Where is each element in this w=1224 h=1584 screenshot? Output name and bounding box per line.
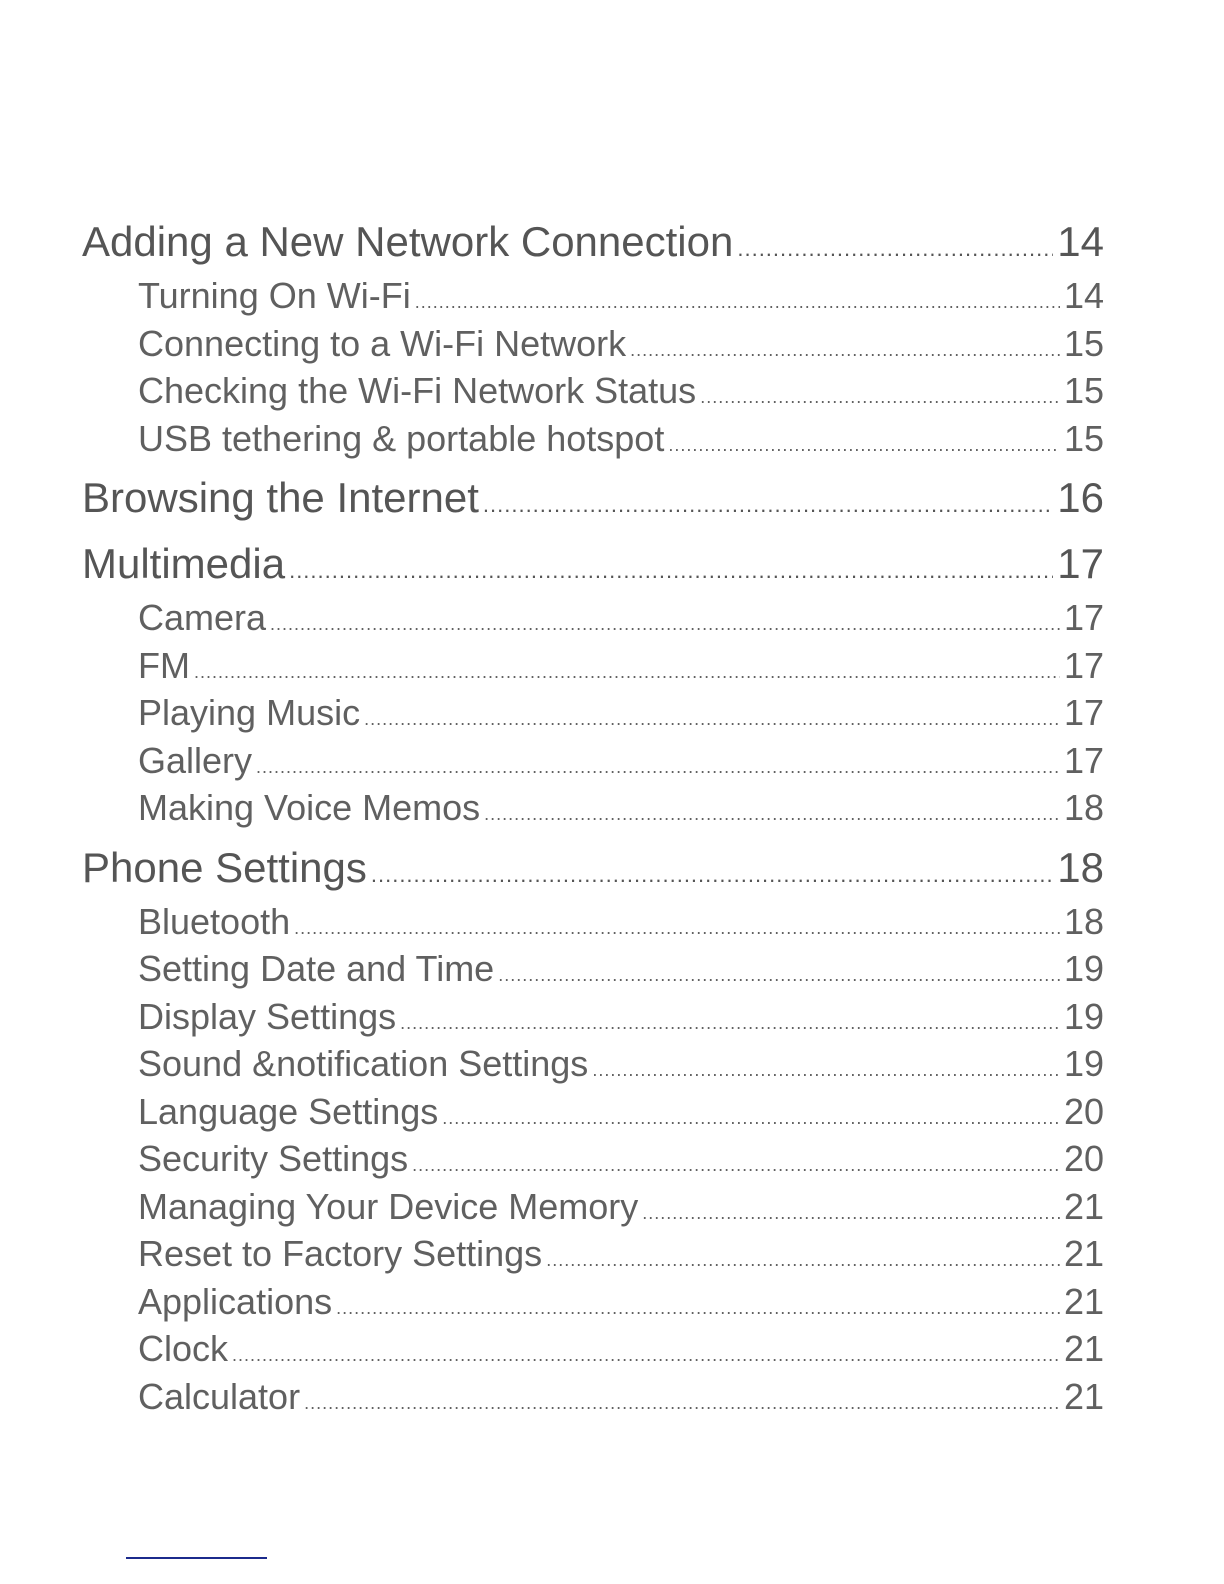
- toc-page-number: 20: [1063, 1138, 1104, 1179]
- toc-page-number: 20: [1063, 1090, 1104, 1132]
- toc-entry-title: Playing Music: [138, 692, 361, 733]
- dot-leader: [336, 1285, 1060, 1333]
- dot-leader: [668, 422, 1060, 470]
- toc-page-number: 14: [1063, 275, 1104, 316]
- toc-section-title: Multimedia: [82, 540, 286, 587]
- dot-leader: [270, 601, 1060, 649]
- toc-entry-title: Checking the Wi-Fi Network Status: [138, 370, 697, 411]
- dot-leader: [371, 845, 1053, 905]
- toc-page-number: 15: [1063, 322, 1104, 364]
- toc-entry-title: Connecting to a Wi-Fi Network: [138, 322, 627, 364]
- toc-page-number: 17: [1063, 692, 1104, 733]
- toc-entry[interactable]: [82, 1373, 1104, 1421]
- dot-leader: [483, 475, 1053, 535]
- dot-leader: [232, 1332, 1060, 1380]
- toc-entry-title: Bluetooth: [138, 900, 291, 942]
- toc-page-number: 21: [1063, 1185, 1104, 1227]
- toc-page-number: 19: [1063, 995, 1104, 1037]
- toc-section-title: Browsing the Internet: [82, 474, 479, 521]
- dot-leader: [289, 541, 1053, 601]
- toc-page-number: 15: [1063, 417, 1104, 459]
- toc-entry-title: Calculator: [138, 1375, 301, 1417]
- toc-entry[interactable]: [82, 737, 1104, 785]
- dot-leader: [304, 1380, 1060, 1428]
- toc-page-number: 18: [1063, 787, 1104, 828]
- toc-entry-title: Setting Date and Time: [138, 948, 495, 989]
- table-of-contents: [82, 212, 1104, 1420]
- toc-entry[interactable]: [82, 784, 1104, 832]
- toc-page-number: 15: [1063, 370, 1104, 411]
- toc-page-number: 19: [1063, 1043, 1104, 1084]
- toc-page-number: 21: [1063, 1375, 1104, 1417]
- toc-entry-title: Language Settings: [138, 1090, 439, 1132]
- dot-leader: [498, 952, 1060, 1000]
- toc-entry-title: Gallery: [138, 739, 253, 781]
- toc-page-number: 17: [1057, 540, 1104, 587]
- toc-entry[interactable]: [82, 272, 1104, 320]
- dot-leader: [546, 1237, 1060, 1285]
- toc-entry[interactable]: [82, 415, 1104, 463]
- toc-entry[interactable]: [82, 993, 1104, 1041]
- toc-entry-title: Security Settings: [138, 1138, 409, 1179]
- toc-entry[interactable]: [82, 1135, 1104, 1183]
- toc-page-number: 19: [1063, 948, 1104, 989]
- toc-entry-title: Clock: [138, 1328, 229, 1369]
- toc-page-number: 16: [1057, 474, 1104, 521]
- toc-entry[interactable]: [82, 1325, 1104, 1373]
- toc-entry-title: Camera: [138, 597, 267, 638]
- dot-leader: [484, 791, 1060, 839]
- toc-entry[interactable]: [82, 1040, 1104, 1088]
- toc-entry[interactable]: [82, 945, 1104, 993]
- toc-section-title: Phone Settings: [82, 843, 367, 891]
- toc-entry-title: Applications: [138, 1280, 333, 1322]
- toc-entry-title: FM: [138, 644, 190, 686]
- toc-entry-title: USB tethering & portable hotspot: [138, 417, 665, 459]
- dot-leader: [592, 1047, 1060, 1095]
- toc-entry[interactable]: [82, 689, 1104, 737]
- toc-page-number: 21: [1063, 1233, 1104, 1274]
- toc-entry-title: Making Voice Memos: [138, 787, 481, 828]
- toc-page-number: 21: [1063, 1280, 1104, 1322]
- toc-section-network[interactable]: [82, 212, 1104, 272]
- toc-entry-title: Display Settings: [138, 995, 397, 1037]
- toc-entry-title: Managing Your Device Memory: [138, 1185, 639, 1227]
- dot-leader: [642, 1190, 1060, 1238]
- footer-rule: [126, 1557, 267, 1559]
- toc-page-number: 17: [1063, 644, 1104, 686]
- toc-entry-title: Turning On Wi-Fi: [138, 275, 411, 316]
- toc-page-number: 21: [1063, 1328, 1104, 1369]
- toc-entry[interactable]: [82, 594, 1104, 642]
- toc-page-number: 18: [1063, 900, 1104, 942]
- toc-section-phone-settings[interactable]: [82, 838, 1104, 898]
- toc-section-internet[interactable]: [82, 468, 1104, 528]
- toc-entry[interactable]: [82, 1230, 1104, 1278]
- toc-page-number: 18: [1057, 843, 1104, 891]
- toc-section-multimedia[interactable]: [82, 534, 1104, 594]
- toc-entry[interactable]: [82, 642, 1104, 690]
- toc-entry[interactable]: [82, 367, 1104, 415]
- dot-leader: [737, 219, 1053, 279]
- toc-page-number: 17: [1063, 739, 1104, 781]
- dot-leader: [364, 696, 1060, 744]
- toc-entry-title: Reset to Factory Settings: [138, 1233, 543, 1274]
- toc-section-title: Adding a New Network Connection: [82, 218, 734, 265]
- toc-entry[interactable]: [82, 1183, 1104, 1231]
- dot-leader: [442, 1095, 1060, 1143]
- toc-entry[interactable]: [82, 1088, 1104, 1136]
- toc-entry[interactable]: [82, 1278, 1104, 1326]
- toc-entry-title: Sound &notification Settings: [138, 1043, 589, 1084]
- toc-entry[interactable]: [82, 320, 1104, 368]
- toc-page-number: 17: [1063, 597, 1104, 638]
- toc-entry[interactable]: [82, 898, 1104, 946]
- dot-leader: [700, 374, 1060, 422]
- toc-page-number: 14: [1057, 218, 1104, 265]
